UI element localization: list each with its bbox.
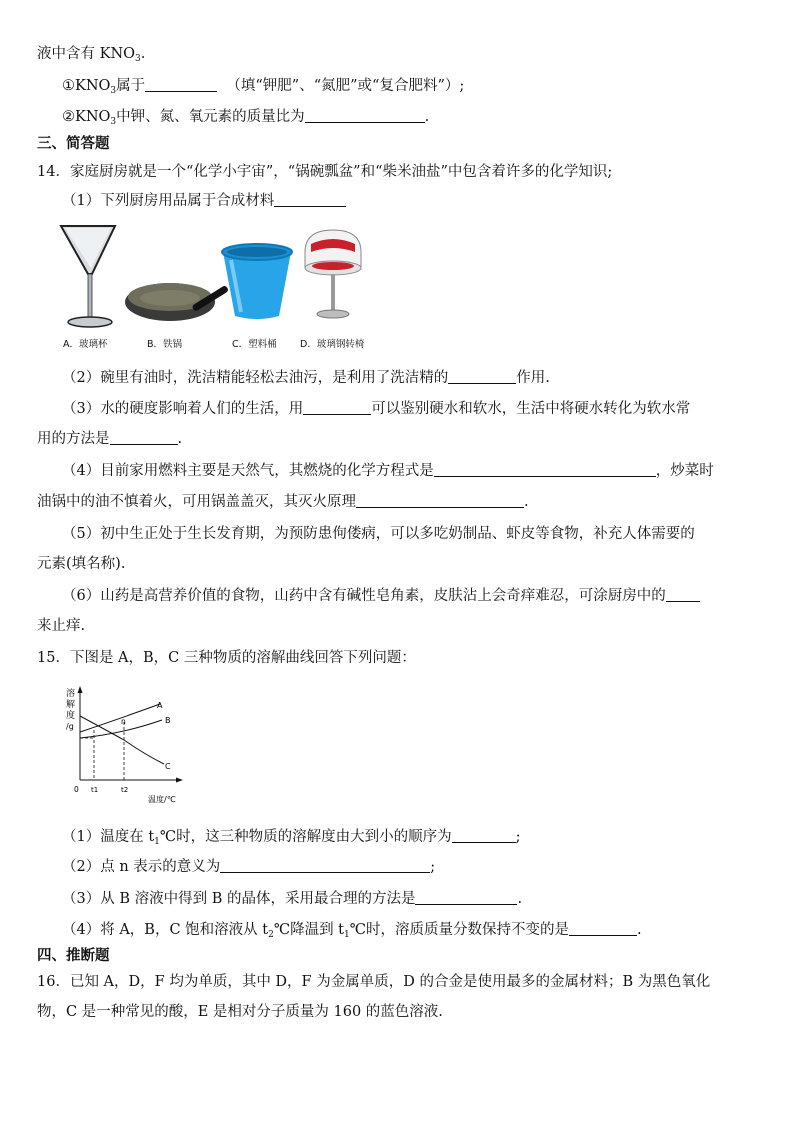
x-tick-t1: t1 — [91, 786, 99, 794]
y-axis-label-char: 度 — [66, 711, 76, 721]
y-axis-label-char: 溶 — [66, 689, 76, 699]
kitchen-items-illustration — [55, 222, 385, 332]
q14-part5: （5）初中生正处于生长发育期，为预防患佝偻病，可以多吃奶制品、虾皮等食物，补充人体需要的 — [62, 526, 695, 542]
q14-part2: （2）碗里有油时，洗洁精能轻松去油污，是利用了洗洁精的 作用. — [62, 370, 550, 386]
q15-part3: （3）从 B 溶液中得到 B 的晶体，采用最合理的方法是 . — [62, 891, 523, 907]
series-label-c: C — [165, 762, 171, 771]
section-heading-short-answer: 三、简答题 — [37, 136, 110, 152]
answer-blank[interactable] — [448, 368, 516, 384]
swivel-chair-image — [305, 230, 361, 318]
answer-blank[interactable] — [452, 827, 516, 843]
answer-blank[interactable] — [666, 586, 700, 602]
iron-wok-image — [125, 283, 229, 321]
plastic-bucket-image — [222, 244, 292, 319]
kno3-intro-line: 液中含有 $KNO_3$. — [37, 46, 146, 64]
y-axis-label-char: /g — [66, 722, 74, 731]
series-label-b: B — [165, 716, 171, 725]
answer-blank[interactable] — [145, 76, 217, 92]
question-kno3-fertilizer: $①KNO_3$属于 （填“钾肥”、“氮肥”或“复合肥料”）; — [62, 78, 465, 96]
y-axis-arrow — [78, 686, 83, 693]
q15-part2: （2）点 n 表示的意义为 ; — [62, 859, 436, 875]
answer-blank[interactable] — [356, 492, 524, 508]
answer-blank[interactable] — [110, 429, 178, 445]
series-label-a: A — [157, 701, 163, 710]
caption-plastic-bucket: C．塑料桶 — [232, 339, 277, 350]
answer-blank[interactable] — [303, 399, 371, 415]
answer-blank[interactable] — [415, 889, 517, 905]
q16-line2: 物，C 是一种常见的酸，E 是相对分子质量为 160 的蓝色溶液. — [37, 1004, 443, 1020]
q14-part4-cont: 油锅中的油不慎着火，可用锅盖盖灭，其灭火原理 . — [37, 494, 529, 510]
q14-part3-cont: 用的方法是 . — [37, 431, 183, 447]
q14-part1: （1）下列厨房用品属于合成材料 — [62, 191, 346, 211]
y-axis-label-char: 解 — [66, 700, 76, 710]
answer-blank[interactable] — [220, 857, 430, 873]
question-kno3-mass-ratio: $②KNO_3$中钾、氮、氧元素的质量比为 . — [62, 109, 430, 127]
answer-blank[interactable] — [569, 920, 637, 936]
caption-swivel-chair: D．玻璃钢转椅 — [300, 339, 365, 350]
answer-blank[interactable] — [434, 461, 656, 477]
solubility-curve-chart — [56, 682, 196, 806]
section-heading-inference: 四、推断题 — [37, 948, 110, 964]
q14-part3: （3）水的硬度影响着人们的生活，用 可以鉴别硬水和软水，生活中将硬水转化为软水常 — [62, 401, 691, 417]
glass-cup-image — [61, 226, 115, 327]
q14-part4: （4）目前家用燃料主要是天然气，其燃烧的化学方程式是 ，炒菜时 — [62, 463, 714, 479]
q15-stem: 15．下图是 A，B，C 三种物质的溶解曲线回答下列问题： — [37, 650, 416, 666]
caption-iron-wok: B．铁锅 — [147, 339, 183, 350]
q14-stem: 14．家庭厨房就是一个“化学小宇宙”，“锅碗瓢盆”和“柴米油盐”中包含着许多的化学知识; — [37, 164, 613, 180]
q15-part1: （1）温度在 $t_1℃$时，这三种物质的溶解度由大到小的顺序为 ; — [62, 829, 521, 847]
curve-a — [80, 704, 160, 732]
q16-line1: 16．已知 A，D，F 均为单质，其中 D，F 为金属单质，D 的合金是使用最多的金属材料；B 为黑色氧化 — [37, 974, 711, 990]
q15-part4: （4）将 A，B，C 饱和溶液从 $t_2℃$降温到 $t_1℃$时，溶质质量分数保持不变的是 . — [62, 922, 642, 940]
origin-label: 0 — [74, 785, 79, 794]
intersection-point-n: n — [121, 717, 126, 726]
x-axis-label: 温度/℃ — [148, 795, 176, 804]
q14-part6-cont: 来止痒. — [37, 618, 86, 634]
q14-part5-cont: 元素(填名称). — [37, 556, 126, 572]
x-axis-arrow — [176, 778, 183, 783]
x-tick-t2: t2 — [121, 786, 129, 794]
q14-part6: （6）山药是高营养价值的食物，山药中含有碱性皂角素，皮肤沾上会奇痒难忍，可涂厨房中的 — [62, 586, 700, 606]
answer-blank[interactable] — [274, 191, 346, 207]
caption-glass-cup: A．玻璃杯 — [63, 339, 108, 350]
answer-blank[interactable] — [305, 107, 425, 123]
